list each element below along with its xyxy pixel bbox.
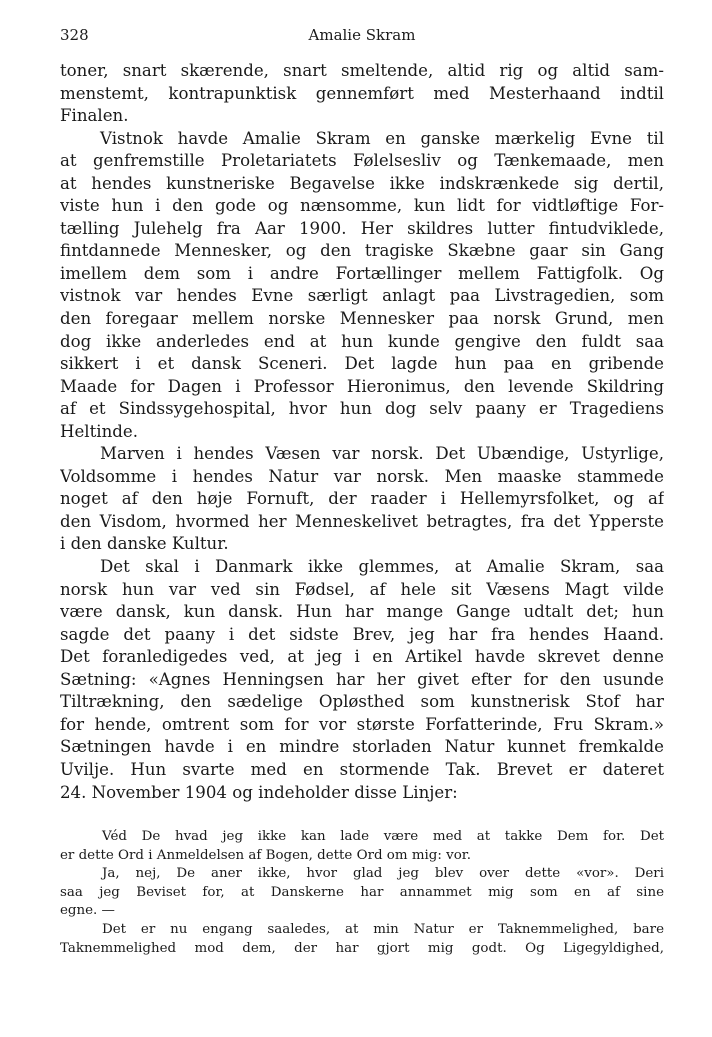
text-line: Det foranledigedes ved, at jeg i en Artikel havde skrevet denne	[60, 647, 664, 667]
page-number: 328	[60, 26, 89, 44]
text-line: Sætning: «Agnes Henningsen har her givet efter for den usunde	[60, 669, 664, 689]
text-line: af et Sindssygehospital, hvor hun dog selv paany er Tragediens	[60, 399, 664, 419]
quote-line: Det er nu engang saaledes, at min Natur er Taknemmelighed, bare	[102, 921, 664, 937]
text-line: Det skal i Danmark ikke glemmes, at Amalie Skram, saa	[100, 557, 664, 577]
text-line: imellem dem som i andre Fortællinger mellem Fattigfolk. Og	[60, 263, 664, 283]
main-text	[60, 60, 664, 804]
text-line: for hende, omtrent som for vor største Forfatterinde, Fru Skram.»	[60, 714, 664, 734]
text-line: menstemt, kontrapunktisk gennemført med Mesterhaand indtil	[60, 83, 664, 103]
quote-line: er dette Ord i Anmeldelsen af Bogen, dette Ord om mig: vor.	[60, 847, 471, 863]
text-line: Voldsomme i hendes Natur var norsk. Men maaske stammede	[60, 466, 664, 486]
running-title: Amalie Skram	[308, 26, 416, 44]
text-line: Finalen.	[60, 106, 129, 126]
text-line: sagde det paany i det sidste Brev, jeg har fra hendes Haand.	[60, 624, 664, 644]
text-line: Sætningen havde i en mindre storladen Natur kunnet fremkalde	[60, 737, 664, 757]
text-line: Maade for Dagen i Professor Hieronimus, den levende Skildring	[60, 376, 664, 396]
text-line: noget af den høje Fornuft, der raader i Hellemyrsfolket, og af	[60, 489, 664, 509]
quote-line: Véd De hvad jeg ikke kan lade være med at takke Dem for. Det	[102, 829, 664, 844]
quote-line: saa jeg Beviset for, at Danskerne har annammet mig som en af sine	[60, 884, 664, 900]
quote-line: egne. —	[60, 903, 115, 919]
text-line: fintdannede Mennesker, og den tragiske Skæbne gaar sin Gang	[60, 241, 664, 261]
text-line: norsk hun var ved sin Fødsel, af hele sit Væsens Magt vilde	[60, 579, 664, 599]
text-line: tælling Julehelg fra Aar 1900. Her skildres lutter fintudviklede,	[60, 218, 664, 238]
text-line: i den danske Kultur.	[60, 534, 229, 554]
text-line: at hendes kunstneriske Begavelse ikke indskrænkede sig dertil,	[60, 173, 664, 193]
quoted-letter	[60, 828, 664, 958]
text-line: Vistnok havde Amalie Skram en ganske mærkelig Evne til	[100, 128, 664, 148]
text-line: viste hun i den gode og nænsomme, kun lidt for vidtløftige For-	[60, 196, 664, 216]
page-header	[60, 26, 664, 48]
text-line: den Visdom, hvormed her Menneskelivet betragtes, fra det Ypperste	[60, 511, 664, 531]
text-line: Marven i hendes Væsen var norsk. Det Ubændige, Ustyrlige,	[100, 444, 664, 464]
text-line: den foregaar mellem norske Mennesker paa norsk Grund, men	[60, 309, 664, 329]
text-line: 24. November 1904 og indeholder disse Linjer:	[60, 782, 458, 802]
text-line: være dansk, kun dansk. Hun har mange Gange udtalt det; hun	[60, 602, 664, 622]
text-line: Heltinde.	[60, 421, 138, 441]
text-line: Uvilje. Hun svarte med en stormende Tak. Brevet er dateret	[60, 759, 664, 779]
text-line: at genfremstille Proletariatets Følelsesliv og Tænkemaade, men	[60, 151, 664, 171]
text-line: sikkert i et dansk Sceneri. Det lagde hun paa en gribende	[60, 354, 664, 374]
text-line: vistnok var hendes Evne særligt anlagt paa Livstragedien, som	[60, 286, 664, 306]
text-line: dog ikke anderledes end at hun kunde gengive den fuldt saa	[60, 331, 664, 351]
quote-line: Taknemmelighed mod dem, der har gjort mig godt. Og Ligegyldighed,	[60, 940, 664, 956]
text-line: Tiltrækning, den sædelige Opløsthed som kunstnerisk Stof har	[60, 692, 664, 712]
quote-line: Ja, nej, De aner ikke, hvor glad jeg blev over dette «vor». Deri	[102, 866, 664, 882]
text-line: toner, snart skærende, snart smeltende, altid rig og altid sam-	[60, 61, 664, 80]
